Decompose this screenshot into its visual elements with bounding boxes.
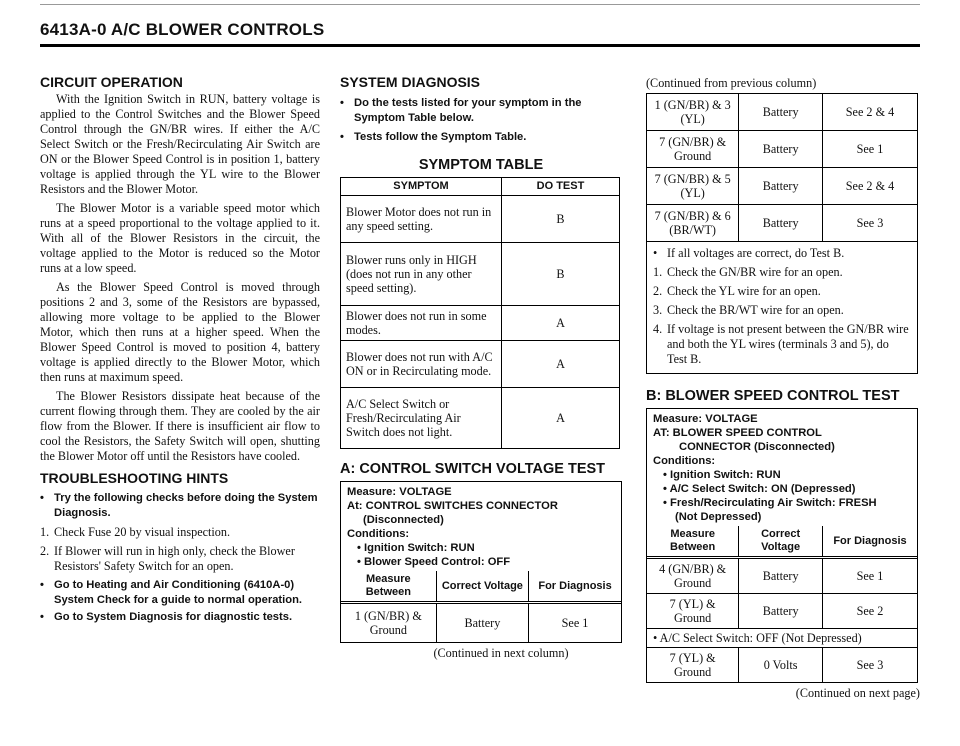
measure-label: Measure: VOLTAGE [347, 486, 452, 498]
table-cell: B [502, 243, 620, 306]
test-a-table [341, 571, 621, 642]
measure-label: Measure: VOLTAGE [653, 413, 758, 425]
header-rule [40, 44, 920, 47]
list-item: 3. Check the BR/WT wire for an open. [653, 303, 844, 317]
at-label: AT: BLOWER SPEED CONTROL [653, 427, 822, 439]
condition-item: • A/C Select Switch: ON (Depressed) [663, 483, 856, 495]
page-title: 6413A-0 A/C BLOWER CONTROLS [40, 20, 325, 39]
list-item: 1. Check Fuse 20 by visual inspection. [40, 525, 231, 539]
table-cell: A [502, 306, 620, 341]
troubleshooting-heading: TROUBLESHOOTING HINTS [40, 470, 229, 486]
table-cell: See 3 [822, 205, 917, 242]
table-cell: Battery [739, 558, 823, 594]
troubleshooting-notes [40, 578, 320, 625]
table-row [647, 594, 917, 629]
table-row [341, 341, 620, 388]
mid-condition-cell: • A/C Select Switch: OFF (Not Depressed) [647, 629, 917, 648]
table-cell: B [502, 196, 620, 243]
list-item: • If all voltages are correct, do Test B. [653, 246, 911, 261]
table-row [647, 94, 917, 131]
list-item: • Go to System Diagnosis for diagnostic tests. [40, 610, 320, 625]
continued-table [647, 94, 917, 241]
table-row [647, 629, 917, 648]
table-cell: 1 (GN/BR) & Ground [341, 603, 436, 643]
table-cell: Blower Motor does not run in any speed setting. [341, 196, 502, 243]
table-cell: A [502, 388, 620, 449]
table-cell: Battery [739, 94, 823, 131]
table-header: Measure Between [647, 526, 739, 558]
symptom-table [340, 177, 620, 449]
table-row [647, 648, 917, 683]
system-diagnosis-section [340, 74, 622, 661]
table-cell: 7 (GN/BR) & 6 (BR/WT) [647, 205, 739, 242]
test-a-heading: A: CONTROL SWITCH VOLTAGE TEST [340, 461, 606, 477]
continued-label: (Continued in next column) [433, 646, 569, 660]
test-a-conditions [341, 482, 621, 571]
table-cell: Battery [436, 603, 528, 643]
header-top-rule [40, 4, 920, 5]
test-b-box [646, 408, 918, 683]
test-b-table [647, 526, 917, 682]
table-header: SYMPTOM [341, 178, 502, 196]
table-cell: See 1 [822, 131, 917, 168]
table-row [647, 168, 917, 205]
table-cell: 0 Volts [739, 648, 823, 683]
conditions-label: Conditions: [653, 455, 716, 467]
test-a-box [340, 481, 622, 643]
list-item: 4. If voltage is not present between the GN/BR wire and both the YL wires (terminals 3 and 5), do Test B. [653, 322, 909, 366]
table-cell: Blower runs only in HIGH (does not run in any other speed setting). [341, 243, 502, 306]
table-cell: 7 (YL) & Ground [647, 594, 739, 629]
list-item: 1. Check the GN/BR wire for an open. [653, 265, 843, 279]
circuit-paragraph: The Blower Motor is a variable speed motor which runs at a speed proportional to the voltage applied to it. With all of the Blower Resistors in the circuit, the voltage applied to the Motor is reduced so the Motor runs at a low speed. [40, 201, 320, 275]
conditions-label: Conditions: [347, 528, 410, 540]
table-row [341, 243, 620, 306]
at-label: At: CONTROL SWITCHES CONNECTOR [347, 500, 558, 512]
table-cell: See 3 [822, 648, 917, 683]
note-list [653, 246, 911, 261]
table-header-row [341, 571, 621, 603]
table-cell: See 2 [822, 594, 917, 629]
continued-box [646, 93, 918, 374]
table-cell: Battery [739, 131, 823, 168]
table-cell: 7 (GN/BR) & 5 (YL) [647, 168, 739, 205]
list-item: • Tests follow the Symptom Table. [340, 130, 622, 145]
symptom-table-title: SYMPTOM TABLE [418, 157, 544, 173]
table-header: Measure Between [341, 571, 436, 603]
table-row [647, 205, 917, 242]
continued-notes [647, 241, 917, 373]
table-row [341, 603, 621, 643]
table-header-row [341, 178, 620, 196]
table-cell: See 1 [822, 558, 917, 594]
test-b-heading: B: BLOWER SPEED CONTROL TEST [646, 388, 900, 404]
at-sub-label: CONNECTOR (Disconnected) [679, 441, 835, 453]
table-header: For Diagnosis [529, 571, 621, 603]
table-cell: See 2 & 4 [822, 94, 917, 131]
table-header: DO TEST [502, 178, 620, 196]
table-cell: 7 (GN/BR) & Ground [647, 131, 739, 168]
table-cell: See 2 & 4 [822, 168, 917, 205]
list-item: • Try the following checks before doing the System Diagnosis. [40, 491, 320, 521]
table-cell: 7 (YL) & Ground [647, 648, 739, 683]
table-cell: A/C Select Switch or Fresh/Recirculating Air Switch does not light. [341, 388, 502, 449]
table-header-row [647, 526, 917, 558]
right-column [646, 76, 920, 701]
circuit-paragraph: With the Ignition Switch in RUN, battery voltage is applied to the Control Switches and the Blower Speed Control through the GN/BR wires. If either the A/C Select Switch or the Fresh/Recirculating Air Switch are ON or the Blower Speed Control is in position 1, battery voltage is applied through the YL wire to the Blower Resistors and the Blower Motor. [40, 92, 320, 196]
at-sub-label: (Disconnected) [363, 514, 444, 526]
table-cell: 4 (GN/BR) & Ground [647, 558, 739, 594]
table-header: For Diagnosis [822, 526, 917, 558]
table-row [341, 388, 620, 449]
circuit-paragraph: The Blower Resistors dissipate heat because of the current flowing through them. They are cooled by the air flow from the Blower. If there is insufficient air flow to cool the Resistors, the Safety Switch will open, shutting the Blower Motor off until the Resistors have cooled. [40, 389, 320, 463]
table-cell: See 1 [529, 603, 621, 643]
table-row [647, 131, 917, 168]
table-header: Correct Voltage [436, 571, 528, 603]
table-cell: Battery [739, 594, 823, 629]
table-row [647, 558, 917, 594]
condition-item: • Ignition Switch: RUN [663, 469, 781, 481]
list-item: • Go to Heating and Air Conditioning (6410A-0) System Check for a guide to normal operation. [40, 578, 320, 608]
table-cell: Blower does not run in some modes. [341, 306, 502, 341]
table-cell: A [502, 341, 620, 388]
continued-next-page: (Continued on next page) [795, 686, 920, 700]
continued-steps [653, 265, 911, 367]
condition-item: • Fresh/Recirculating Air Switch: FRESH [663, 497, 877, 509]
troubleshooting-intro-list [40, 491, 320, 521]
continued-from-label: (Continued from previous column) [646, 76, 817, 90]
circuit-operation-section [40, 74, 320, 629]
system-diagnosis-heading: SYSTEM DIAGNOSIS [340, 74, 481, 90]
condition-item: • Ignition Switch: RUN [357, 542, 475, 554]
list-item: 2. Check the YL wire for an open. [653, 284, 821, 298]
diagnosis-bullets [340, 96, 622, 145]
circuit-paragraph: As the Blower Speed Control is moved through positions 2 and 3, some of the Resistors are bypassed, allowing more voltage to be applied to the Blower Motor, which then runs at a higher speed. When the Blower Speed Control is moved to position 4, battery voltage is applied directly to the Blower Motor, which then runs at maximum speed. [40, 280, 320, 384]
table-row [341, 196, 620, 243]
table-cell: 1 (GN/BR) & 3 (YL) [647, 94, 739, 131]
condition-item-tail: (Not Depressed) [675, 511, 762, 523]
table-header: Correct Voltage [739, 526, 823, 558]
table-cell: Battery [739, 205, 823, 242]
test-b-conditions [647, 409, 917, 526]
table-cell: Blower does not run with A/C ON or in Recirculating mode. [341, 341, 502, 388]
troubleshooting-steps [40, 525, 320, 574]
condition-item: • Blower Speed Control: OFF [357, 556, 511, 568]
table-cell: Battery [739, 168, 823, 205]
table-row [341, 306, 620, 341]
list-item: 2. If Blower will run in high only, check the Blower Resistors' Safety Switch for an open. [40, 544, 295, 573]
circuit-heading: CIRCUIT OPERATION [40, 74, 183, 90]
list-item: • Do the tests listed for your symptom in the Symptom Table below. [340, 96, 622, 126]
